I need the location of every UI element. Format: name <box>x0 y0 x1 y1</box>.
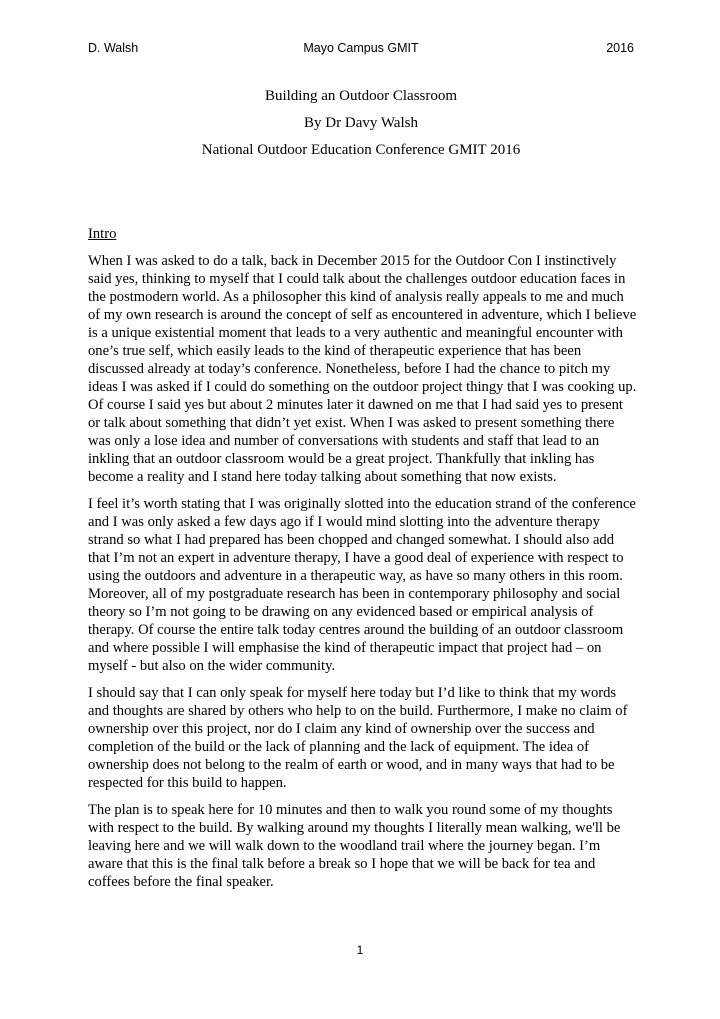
paragraph <box>88 684 634 792</box>
document-title: Building an Outdoor Classroom <box>264 88 458 104</box>
paragraph <box>88 801 634 891</box>
paragraph-line: and thoughts are shared by others who help to on the build. Furthermore, I make no claim of <box>88 703 628 719</box>
page-number: 1 <box>356 943 364 957</box>
paragraph-line: myself - but also on the wider community. <box>88 658 336 674</box>
paragraph-line: of my own research is around the concept of self as encountered in adventure, which I believe <box>88 307 637 323</box>
paragraph-line: I feel it’s worth stating that I was originally slotted into the education strand of the conference <box>88 496 636 512</box>
paragraph-line: coffees before the final speaker. <box>88 874 274 890</box>
paragraph-line: using the outdoors and adventure in a therapeutic way, as have so many others in this room. <box>88 568 623 584</box>
header-author: D. Walsh <box>88 41 139 55</box>
paragraph-line: discussed already at today’s conference. Nonetheless, before I had the chance to pitch my <box>88 361 611 377</box>
paragraph-line: When I was asked to do a talk, back in December 2015 for the Outdoor Con I instinctively <box>88 253 617 269</box>
header-year: 2016 <box>606 41 634 55</box>
paragraph <box>88 252 637 486</box>
paragraph-line: I should say that I can only speak for myself here today but I’d like to think that my words <box>88 685 617 701</box>
paragraph <box>88 495 634 675</box>
page-header <box>88 41 634 59</box>
paragraph-line: therapy. Of course the entire talk today centres around the building of an outdoor classroom <box>88 622 624 638</box>
paragraph-line: become a reality and I stand here today talking about something that now exists. <box>88 469 557 485</box>
paragraph-line: aware that this is the final talk before a break so I hope that we will be back for tea and <box>88 856 596 872</box>
paragraph-line: the postmodern world. As a philosopher this kind of analysis really appeals to me and much <box>88 289 624 305</box>
paragraph-line: or talk about something that didn’t yet exist. When I was asked to present something there <box>88 415 615 431</box>
paragraph-line: theory so I’m not going to be drawing on any evidenced based or empirical analysis of <box>88 604 594 620</box>
document-body <box>88 225 637 900</box>
paragraph-line: respected for this build to happen. <box>88 775 287 791</box>
paragraph-line: leaving here and we will walk down to the woodland trail where the journey began. I’m <box>88 838 601 854</box>
header-campus: Mayo Campus GMIT <box>303 41 419 55</box>
paragraph-line: and I was only asked a few days ago if I would mind slotting into the adventure therapy <box>88 514 600 530</box>
paragraph-line: inkling that an outdoor classroom would be a great project. Thankfully that inkling has <box>88 451 595 467</box>
paragraph-line: is a unique existential moment that leads to a very authentic and meaningful encounter with <box>88 325 623 341</box>
paragraph-line: and where possible I will emphasise the kind of therapeutic impact that project had – on <box>88 640 602 656</box>
paragraph-line: ideas I was asked if I could do something on the outdoor project thingy that I was cooking up. <box>88 379 637 395</box>
document-event: National Outdoor Education Conference GMIT 2016 <box>201 142 521 158</box>
section-heading-intro: Intro <box>88 226 117 242</box>
paragraph-line: said yes, thinking to myself that I could talk about the challenges outdoor education faces in <box>88 271 626 287</box>
paragraph-line: ownership over this project, nor do I claim any kind of ownership over the success and <box>88 721 595 737</box>
paragraph-line: that I’m not an expert in adventure therapy, I have a good deal of experience with respect to <box>88 550 624 566</box>
paragraph-line: The plan is to speak here for 10 minutes and then to walk you round some of my thoughts <box>88 802 613 818</box>
paragraph-line: strand so what I had prepared has been chopped and changed somewhat. I should also add <box>88 532 615 548</box>
paragraph-line: Moreover, all of my postgraduate research has been in contemporary philosophy and social <box>88 586 621 602</box>
paragraph-container <box>88 252 637 891</box>
paragraph-line: completion of the build or the lack of planning and the lack of equipment. The idea of <box>88 739 590 755</box>
paragraph-line: with respect to the build. By walking around my thoughts I literally mean walking, we'll be <box>88 820 621 836</box>
paragraph-line: one’s true self, which easily leads to the kind of therapeutic experience that has been <box>88 343 582 359</box>
paragraph-line: Of course I said yes but about 2 minutes later it dawned on me that I had said yes to present <box>88 397 623 413</box>
document-author: By Dr Davy Walsh <box>304 115 418 131</box>
paragraph-line: ownership does not belong to the realm of earth or wood, and in many ways that had to be <box>88 757 615 773</box>
title-block <box>88 86 634 167</box>
paragraph-line: was only a lose idea and number of conversations with students and staff that lead to an <box>88 433 600 449</box>
